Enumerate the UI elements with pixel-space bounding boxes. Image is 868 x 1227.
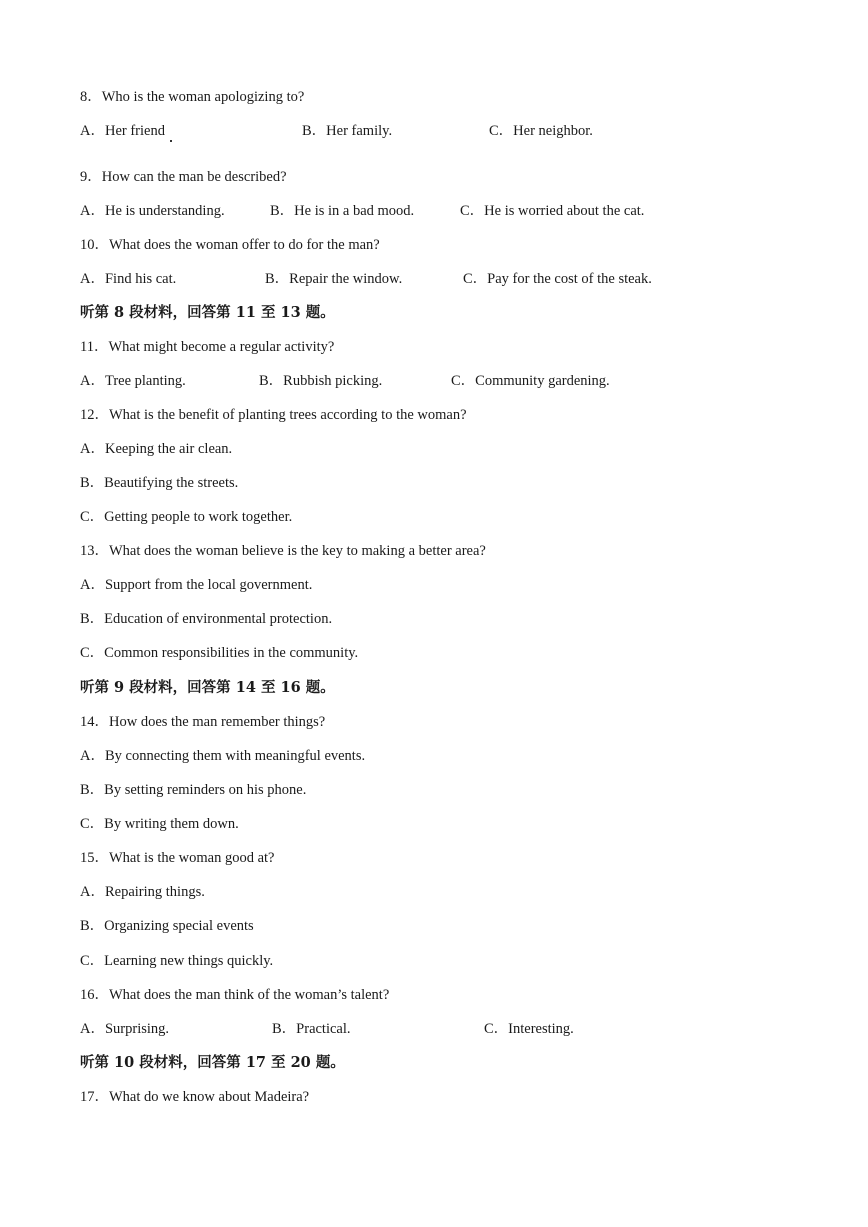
question-11: 11．What might become a regular activity? <box>80 339 335 355</box>
stray-mark <box>170 140 172 142</box>
question-8: 8．Who is the woman apologizing to? <box>80 89 305 105</box>
section-heading-10: 听第 10 段材料，回答第 17 至 20 题。 <box>80 1054 345 1071</box>
q11-option-a: A．Tree planting. <box>80 373 186 389</box>
q15-option-c: C．Learning new things quickly. <box>80 953 274 969</box>
q10-option-c: C．Pay for the cost of the steak. <box>463 271 652 287</box>
q10-option-b: B．Repair the window. <box>265 271 403 287</box>
q11-option-b: B．Rubbish picking. <box>259 373 383 389</box>
q9-option-b: B．He is in a bad mood. <box>270 203 415 219</box>
question-11-options <box>0 372 868 390</box>
question-12: 12．What is the benefit of planting trees according to the woman? <box>80 407 467 423</box>
question-8-options <box>0 122 868 140</box>
question-16-options <box>0 1020 868 1038</box>
q15-option-a: A．Repairing things. <box>80 884 205 900</box>
q14-option-c: C．By writing them down. <box>80 816 239 832</box>
q13-option-c: C．Common responsibilities in the community. <box>80 645 359 661</box>
q9-option-a: A．He is understanding. <box>80 203 225 219</box>
question-13: 13．What does the woman believe is the key to making a better area? <box>80 543 486 559</box>
q14-option-a: A．By connecting them with meaningful events. <box>80 748 366 764</box>
q10-option-a: A．Find his cat. <box>80 271 177 287</box>
question-17: 17．What do we know about Madeira? <box>80 1089 310 1105</box>
q12-option-b: B．Beautifying the streets. <box>80 475 239 491</box>
question-9-options <box>0 202 868 220</box>
question-16: 16．What does the man think of the woman’s talent? <box>80 987 390 1003</box>
question-9: 9．How can the man be described? <box>80 169 287 185</box>
q12-option-c: C．Getting people to work together. <box>80 509 293 525</box>
q11-option-c: C．Community gardening. <box>451 373 610 389</box>
q12-option-a: A．Keeping the air clean. <box>80 441 233 457</box>
section-heading-8: 听第 8 段材料，回答第 11 至 13 题。 <box>80 304 335 321</box>
q8-option-c: C．Her neighbor. <box>489 123 593 139</box>
q8-option-a: A．Her friend <box>80 123 165 139</box>
q13-option-b: B．Education of environmental protection. <box>80 611 333 627</box>
section-heading-9: 听第 9 段材料，回答第 14 至 16 题。 <box>80 679 335 696</box>
q16-option-c: C．Interesting. <box>484 1021 574 1037</box>
q15-option-b: B．Organizing special events <box>80 918 254 934</box>
q16-option-a: A．Surprising. <box>80 1021 170 1037</box>
question-10: 10．What does the woman offer to do for the man? <box>80 237 380 253</box>
question-15: 15．What is the woman good at? <box>80 850 275 866</box>
q16-option-b: B．Practical. <box>272 1021 351 1037</box>
q13-option-a: A．Support from the local government. <box>80 577 313 593</box>
q14-option-b: B．By setting reminders on his phone. <box>80 782 307 798</box>
q9-option-c: C．He is worried about the cat. <box>460 203 645 219</box>
question-14: 14．How does the man remember things? <box>80 714 326 730</box>
question-10-options <box>0 270 868 288</box>
q8-option-b: B．Her family. <box>302 123 393 139</box>
